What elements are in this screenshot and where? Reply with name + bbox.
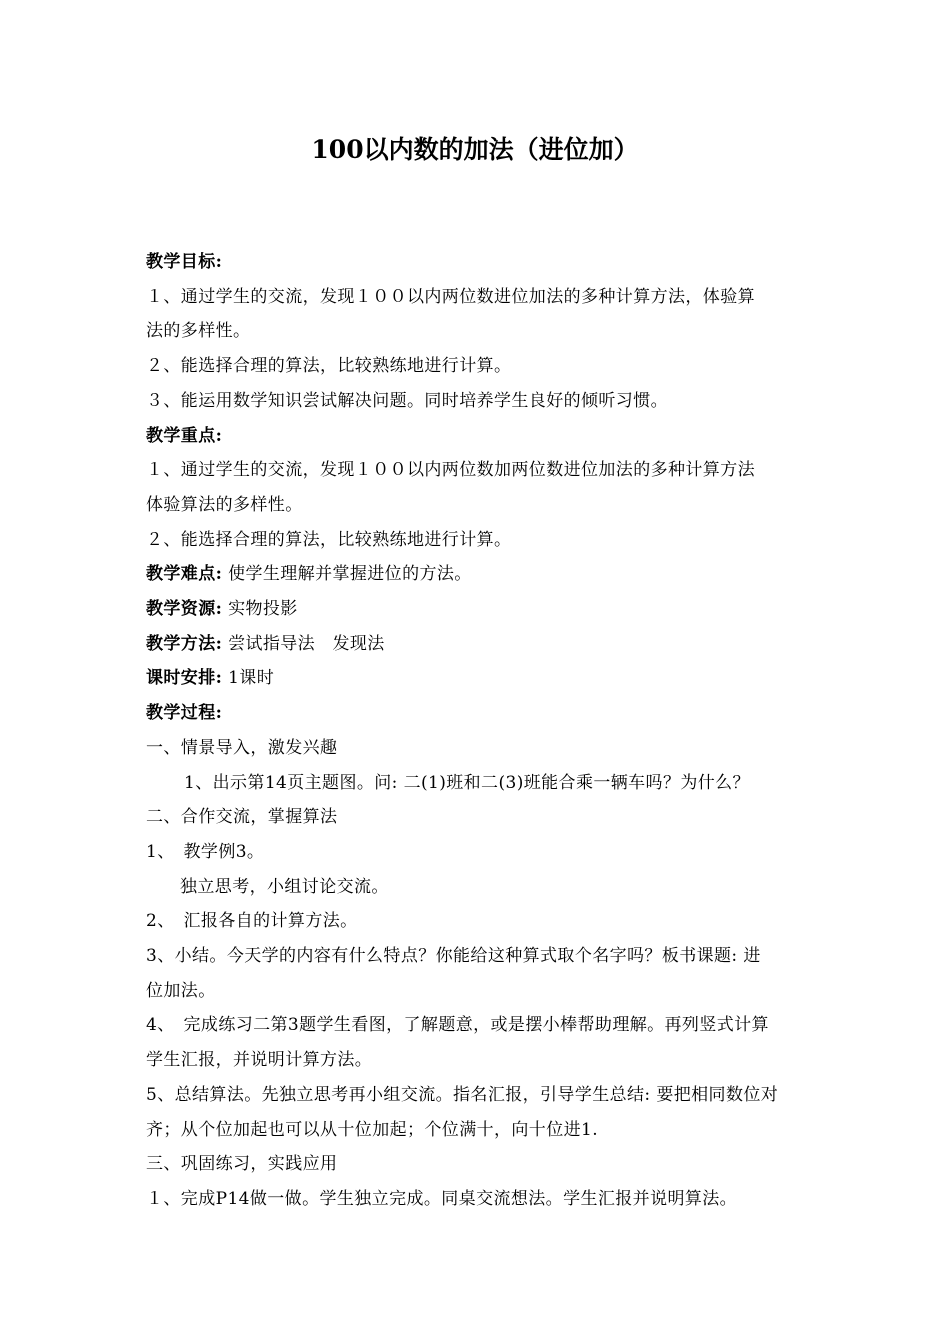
- body-line: 法的多样性。: [146, 321, 251, 342]
- section-label: 教学资源:: [146, 599, 223, 620]
- body-line-indented: 1、出示第14页主题图。问: 二(1)班和二(3)班能合乘一辆车吗？为什么？: [184, 772, 750, 793]
- body-line: 学生汇报，并说明计算方法。: [146, 1050, 373, 1071]
- line-text: 尝试指导法 发现法: [222, 633, 385, 654]
- section-heading-key-points: [146, 419, 816, 454]
- section-label: 教学难点:: [146, 564, 223, 585]
- section-heading-objectives: [146, 245, 816, 280]
- section-label: 课时安排:: [146, 668, 223, 689]
- body-line: １、通过学生的交流，发现１００以内两位数加两位数进位加法的多种计算方法: [146, 460, 755, 481]
- body-line: 4、 完成练习二第3题学生看图，了解题意，或是摆小棒帮助理解。再列竖式计算: [146, 1015, 769, 1036]
- body-line: 一、情景导入，激发兴趣: [146, 737, 338, 758]
- body-line: 1、 教学例3。: [146, 841, 265, 862]
- body-line: ２、能选择合理的算法，比较熟练地进行计算。: [146, 529, 512, 550]
- section-label: 教学目标:: [146, 252, 223, 272]
- section-resources: [146, 592, 816, 627]
- section-heading-process: [146, 696, 816, 731]
- body-line: １、完成P14做一做。学生独立完成。同桌交流想法。学生汇报并说明算法。: [146, 1188, 738, 1209]
- section-schedule: [146, 661, 816, 696]
- body-line: 3、小结。今天学的内容有什么特点？你能给这种算式取个名字吗？板书课题: 进: [146, 946, 761, 967]
- body-line: 齐；从个位加起也可以从十位加起；个位满十，向十位进1.: [146, 1119, 599, 1140]
- line-text: 使学生理解并掌握进位的方法。: [222, 564, 472, 585]
- body-line-indented: 独立思考，小组讨论交流。: [180, 876, 389, 897]
- body-line: 5、总结算法。先独立思考再小组交流。指名汇报，引导学生总结: 要把相同数位对: [146, 1084, 779, 1105]
- body-line: １、通过学生的交流，发现１００以内两位数进位加法的多种计算方法，体验算: [146, 286, 755, 307]
- line-text: 1课时: [222, 668, 275, 689]
- document-title: 100以内数的加法（进位加）: [311, 135, 639, 164]
- section-label: 教学过程:: [146, 703, 223, 724]
- body-line: 体验算法的多样性。: [146, 494, 303, 515]
- section-label: 教学方法:: [146, 633, 223, 654]
- body-line: 2、 汇报各自的计算方法。: [146, 911, 358, 932]
- section-label: 教学重点:: [146, 425, 223, 446]
- section-methods: [146, 627, 816, 662]
- body-line: 二、合作交流，掌握算法: [146, 807, 338, 828]
- body-line: ２、能选择合理的算法，比较熟练地进行计算。: [146, 356, 512, 377]
- body-line: 位加法。: [146, 980, 216, 1001]
- body-line: 三、巩固练习，实践应用: [146, 1154, 338, 1175]
- body-line: ３、能运用数学知识尝试解决问题。同时培养学生良好的倾听习惯。: [146, 390, 668, 411]
- document-body: [146, 245, 816, 1217]
- section-difficulty: [146, 557, 816, 592]
- line-text: 实物投影: [222, 599, 298, 620]
